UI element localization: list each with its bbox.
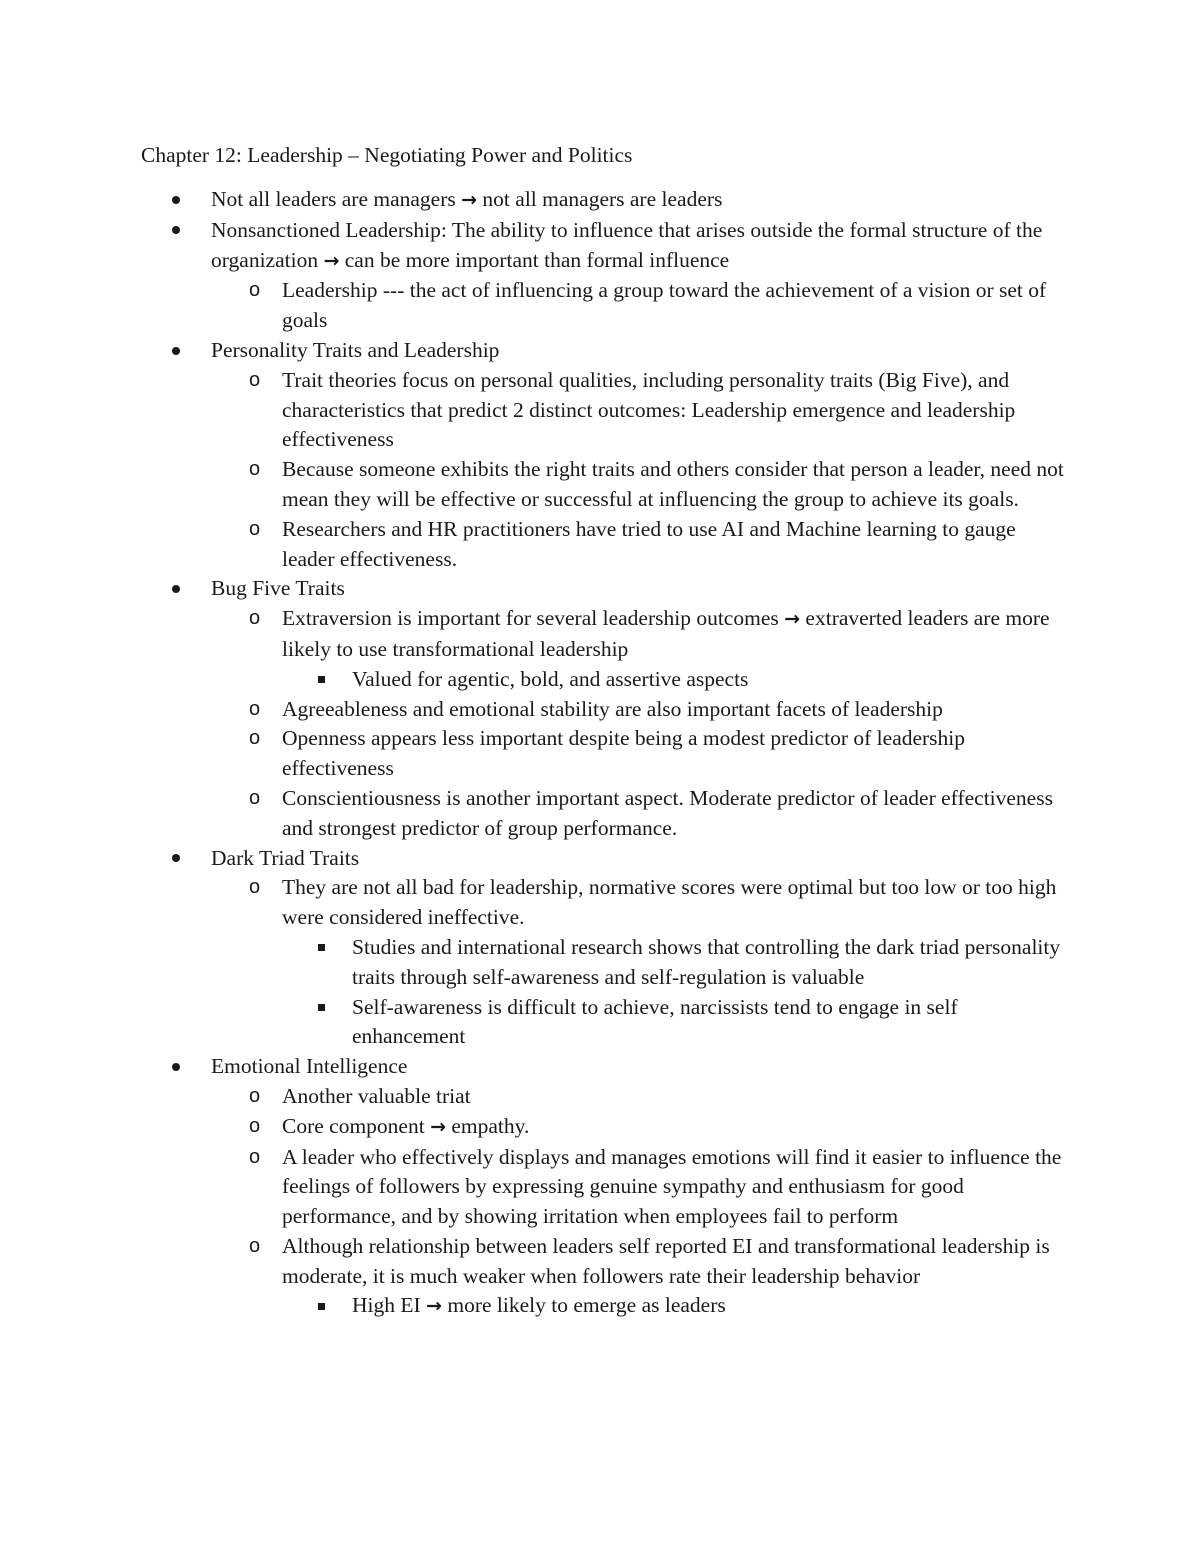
outline-item [0,276,1072,336]
chapter-title: Chapter 12: Leadership – Negotiating Power and Politics [141,143,633,167]
arrow-right-icon: → [784,608,801,631]
arrow-right-icon: → [430,1115,446,1138]
outline-item-text: Trait theories focus on personal qualities, including personality traits (Big Five), and characteristics that predict 2 distinct outcomes: Leadership emergence and leadership effectiveness [282,367,1016,452]
circle-bullet-icon: o [249,1114,261,1137]
outline-item-text: Researchers and HR practitioners have tried to use AI and Machine learning to gauge leader effectiveness. [282,516,1016,571]
square-bullet-icon [318,993,325,1023]
outline-item-text: Self-awareness is difficult to achieve, narcissists tend to engage in self enhancement [352,994,958,1049]
bullet-icon [172,574,180,604]
outline-item [0,604,1072,665]
outline-item [0,574,1071,604]
outline-item [0,993,1072,1053]
circle-bullet-icon: o [249,458,261,481]
outline-item [0,784,1072,844]
circle-bullet-icon: o [249,876,261,899]
outline-item-text: Studies and international research shows that controlling the dark triad personality traits through self-awareness and self-regulation is valuable [352,934,1061,989]
outline-item [0,695,1072,725]
outline-item [0,455,1072,515]
outline-item-text: High EI → more likely to emerge as leaders [352,1293,726,1318]
circle-bullet-icon: o [249,1084,261,1107]
square-bullet-icon [318,1291,325,1321]
square-bullet-icon [318,933,325,963]
bullet-icon [172,844,180,874]
outline-item [0,1232,1072,1292]
outline-item [0,515,1072,575]
outline-list [0,185,1200,1322]
bullet-icon [172,185,180,215]
bullet-icon [172,1052,180,1082]
outline-item-text: Not all leaders are managers → not all managers are leaders [211,187,723,211]
outline-item [0,873,1072,933]
outline-item-text: Because someone exhibits the right traits and others consider that person a leader, need not mean they will be effective or successful at influencing the group to achieve its goals. [282,457,1064,511]
bullet-icon [172,216,180,246]
outline-item [0,336,1071,366]
outline-item-text: Core component → empathy. [282,1113,530,1138]
outline-item-text: A leader who effectively displays and manages emotions will find it easier to influence the feelings of followers by expressing genuine sympathy and enthusiasm for good performance, and by showing irritation when employees fail to perform [282,1144,1062,1229]
outline-item [0,665,1072,695]
outline-item-text: Openness appears less important despite being a modest predictor of leadership effectiveness [282,726,966,781]
circle-bullet-icon: o [249,279,261,302]
outline-item [0,1112,1072,1143]
outline-item-text: Another valuable triat [282,1083,471,1108]
outline-item-text: Conscientiousness is another important aspect. Moderate predictor of leader effectiveness and strongest predictor of group performance. [282,785,1053,840]
outline-item-text: Valued for agentic, bold, and assertive aspects [352,666,749,691]
arrow-right-icon: → [461,189,478,211]
outline-item [0,366,1072,455]
outline-item [0,724,1072,784]
circle-bullet-icon: o [249,786,261,809]
circle-bullet-icon: o [249,727,261,750]
outline-item-text: Nonsanctioned Leadership: The ability to influence that arises outside the formal structure of the organization → can be more important than formal influence [211,217,1043,272]
circle-bullet-icon: o [249,607,261,630]
outline-item-text: Dark Triad Traits [211,845,360,870]
outline-item [0,844,1071,874]
arrow-right-icon: → [323,249,340,272]
outline-item-text: Emotional Intelligence [211,1054,408,1079]
outline-item [0,933,1072,993]
circle-bullet-icon: o [249,1234,261,1257]
outline-item [0,1082,1072,1112]
outline-item-text: They are not all bad for leadership, normative scores were optimal but too low or too high were considered ineffective. [282,875,1057,930]
outline-item-text: Leadership --- the act of influencing a group toward the achievement of a vision or set of goals [282,278,1047,333]
outline-item-text: Extraversion is important for several leadership outcomes → extraverted leaders are more likely to use transformational leadership [282,606,1050,661]
outline-item-text: Agreeableness and emotional stability are also important facets of leadership [282,696,943,721]
outline-item-text: Personality Traits and Leadership [211,337,500,362]
outline-item [0,216,1071,277]
circle-bullet-icon: o [249,368,261,391]
outline-item [0,1291,1072,1322]
circle-bullet-icon: o [249,517,261,540]
square-bullet-icon [318,665,325,695]
circle-bullet-icon: o [249,697,261,720]
arrow-right-icon: → [426,1295,442,1318]
circle-bullet-icon: o [249,1145,261,1168]
outline-item [0,185,1071,216]
bullet-icon [172,336,180,366]
outline-item [0,1052,1071,1082]
outline-item-text: Bug Five Traits [211,576,345,601]
outline-item [0,1143,1072,1232]
outline-item-text: Although relationship between leaders self reported EI and transformational leadership is moderate, it is much weaker when followers rate their leadership behavior [282,1233,1050,1288]
